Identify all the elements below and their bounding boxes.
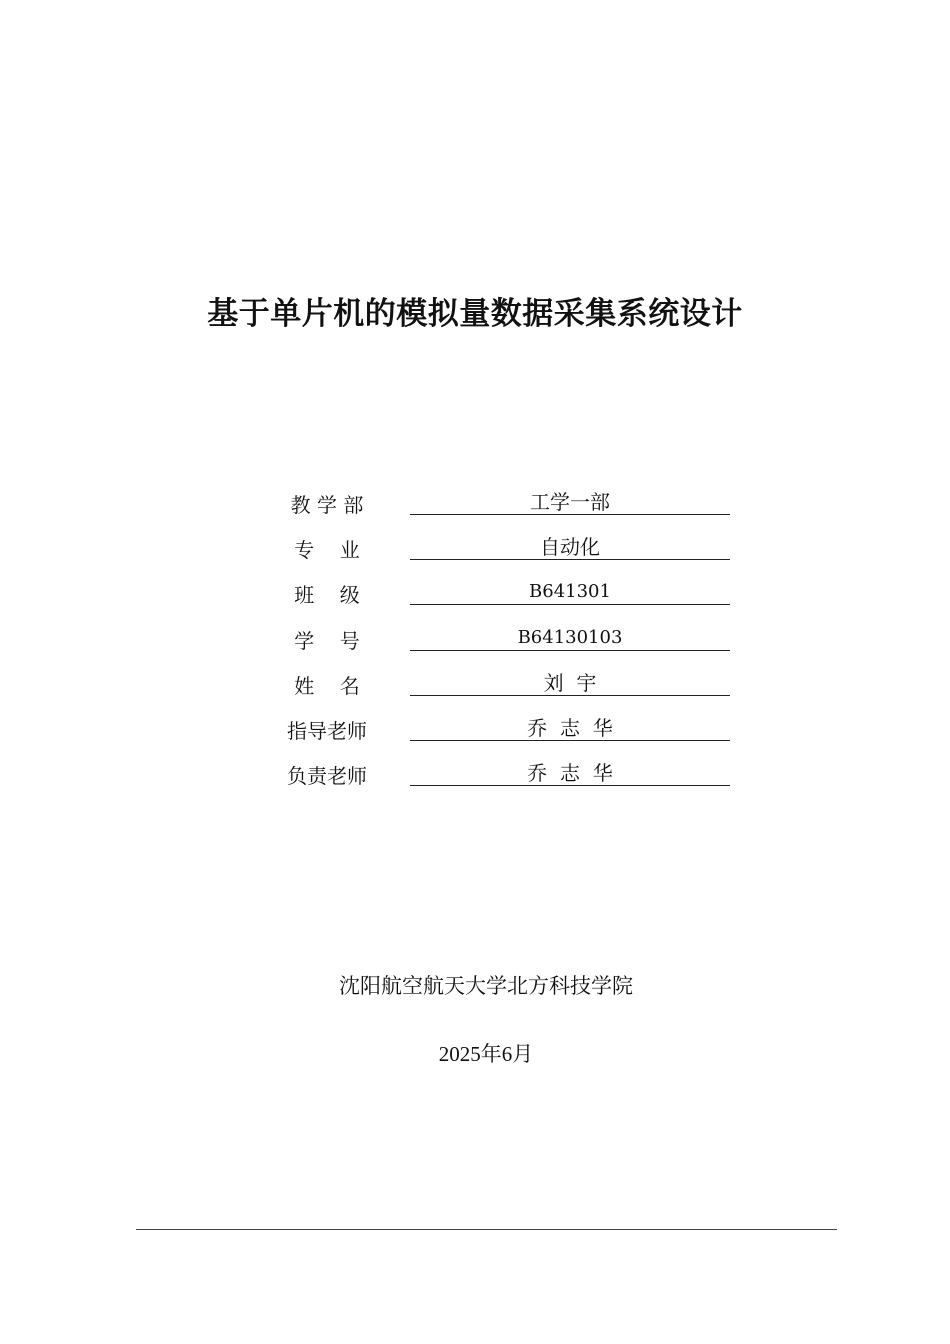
student-id-underline xyxy=(410,622,730,651)
student-id-label: 学 号 xyxy=(294,628,360,653)
supervisor-value: 乔 志 华 xyxy=(527,761,613,786)
advisor-value: 乔 志 华 xyxy=(527,715,613,740)
department-label: 教 学 部 xyxy=(290,493,364,517)
department-underline xyxy=(410,486,730,515)
info-row-advisor xyxy=(270,712,732,757)
class-underline xyxy=(410,576,730,605)
name-underline xyxy=(410,667,730,696)
info-row-student-id xyxy=(270,622,732,667)
advisor-underline xyxy=(410,712,730,741)
supervisor-underline xyxy=(410,757,730,786)
info-row-department xyxy=(270,486,732,531)
name-label: 姓 名 xyxy=(294,673,360,698)
department-value: 工学一部 xyxy=(530,490,610,514)
class-label: 班 级 xyxy=(294,583,360,608)
submission-date: 2025年6月 xyxy=(438,1042,534,1066)
supervisor-label: 负责老师 xyxy=(287,764,367,789)
major-value: 自动化 xyxy=(540,535,600,560)
school-name: 沈阳航空航天大学北方科技学院 xyxy=(339,974,633,998)
footer-divider xyxy=(136,1229,837,1230)
major-label: 专 业 xyxy=(294,538,360,563)
class-value: B641301 xyxy=(529,581,611,603)
info-row-class xyxy=(270,576,732,621)
info-row-name xyxy=(270,667,732,712)
name-value: 刘 宇 xyxy=(543,670,597,695)
major-underline xyxy=(410,531,730,560)
page-title: 基于单片机的模拟量数据采集系统设计 xyxy=(207,296,743,332)
info-row-major xyxy=(270,531,732,576)
advisor-label: 指导老师 xyxy=(287,718,367,743)
info-row-supervisor xyxy=(270,757,732,802)
cover-info-table xyxy=(270,486,732,802)
student-id-value: B64130103 xyxy=(517,626,623,648)
